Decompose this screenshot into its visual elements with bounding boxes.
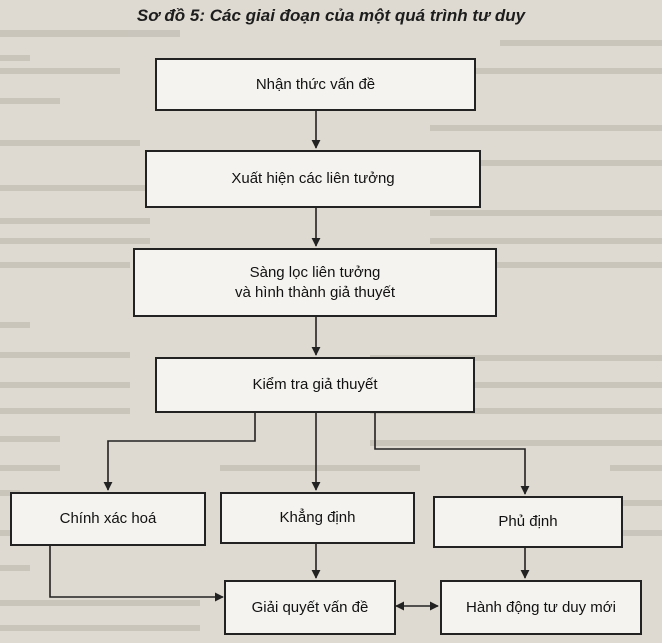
node-sang-loc-gia-thuyet: Sàng lọc liên tưởng và hình thành giả thuyết — [133, 248, 497, 317]
arrow-kiem-tra-to-chinh-xac-hoa — [108, 413, 255, 490]
node-hanh-dong-tu-duy-moi: Hành động tư duy mới — [440, 580, 642, 635]
node-kiem-tra-gia-thuyet: Kiểm tra giả thuyết — [155, 357, 475, 413]
node-phu-dinh: Phủ định — [433, 496, 623, 548]
arrow-kiem-tra-to-phu-dinh — [375, 413, 525, 494]
diagram-title: Sơ đồ 5: Các giai đoạn của một quá trình tư duy — [136, 6, 526, 25]
node-khang-dinh: Khẳng định — [220, 492, 415, 544]
node-xuat-hien-lien-tuong: Xuất hiện các liên tưởng — [145, 150, 481, 208]
arrow-chinh-xac-hoa-to-giai-quyet — [50, 546, 223, 597]
node-nhan-thuc-van-de: Nhận thức vấn đề — [155, 58, 476, 111]
node-giai-quyet-van-de: Giải quyết vấn đề — [224, 580, 396, 635]
node-chinh-xac-hoa: Chính xác hoá — [10, 492, 206, 546]
